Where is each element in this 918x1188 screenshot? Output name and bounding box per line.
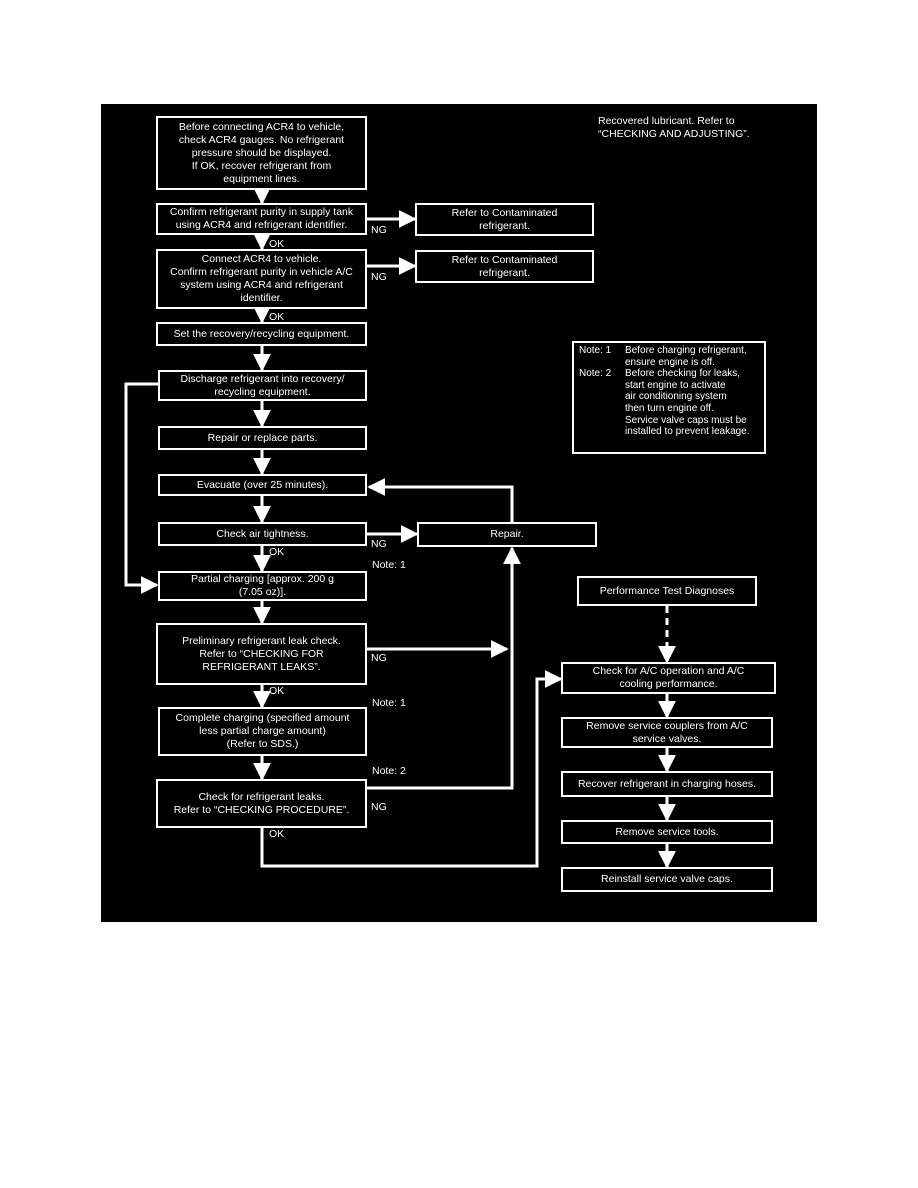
step-before-connecting: Before connecting ACR4 to vehicle, check ACR4 gauges. No refrigerant pressure should be displayed. If OK, recover refrigerant from equipment lines.	[156, 116, 367, 190]
step-discharge: Discharge refrigerant into recovery/ recycling equipment.	[158, 370, 367, 401]
label-ng-1: NG	[371, 224, 387, 236]
label-ng-4: NG	[371, 652, 387, 664]
step-evacuate: Evacuate (over 25 minutes).	[158, 474, 367, 496]
step-complete-charging: Complete charging (specified amount less partial charge amount) (Refer to SDS.)	[158, 707, 367, 756]
label-ng-5: NG	[371, 801, 387, 813]
step-connect-acr4: Connect ACR4 to vehicle. Confirm refrigerant purity in vehicle A/C system using ACR4 and refrigerant identifier.	[156, 249, 367, 309]
label-ok-2: OK	[269, 311, 285, 323]
result-contaminated-1: Refer to Contaminated refrigerant.	[415, 203, 594, 236]
note-1-text: Before charging refrigerant, ensure engine is off.	[625, 345, 747, 368]
step-check-air-tightness: Check air tightness.	[158, 522, 367, 546]
note-2-key: Note: 2	[579, 368, 612, 380]
result-contaminated-2: Refer to Contaminated refrigerant.	[415, 250, 594, 283]
step-ac-operation-check: Check for A/C operation and A/C cooling performance.	[561, 662, 776, 694]
step-repair: Repair.	[417, 522, 597, 547]
arrow-discharge-bypass	[126, 384, 158, 585]
step-performance-test: Performance Test Diagnoses	[577, 576, 757, 606]
label-note-2-check-leaks: Note: 2	[372, 765, 406, 777]
label-ok-3: OK	[269, 546, 285, 558]
step-recover-hoses: Recover refrigerant in charging hoses.	[561, 771, 773, 797]
note-1	[579, 345, 759, 368]
label-ng-3: NG	[371, 538, 387, 550]
step-check-refrigerant-leaks: Check for refrigerant leaks. Refer to “CHECKING PROCEDURE”.	[156, 779, 367, 828]
note-2	[579, 368, 759, 438]
label-ng-2: NG	[371, 271, 387, 283]
step-reinstall-caps: Reinstall service valve caps.	[561, 867, 773, 892]
step-preliminary-leak-check: Preliminary refrigerant leak check. Refer to “CHECKING FOR REFRIGERANT LEAKS”.	[156, 623, 367, 685]
step-remove-couplers: Remove service couplers from A/C service valves.	[561, 717, 773, 748]
arrow-repair-to-evacuate	[369, 487, 512, 524]
label-ok-4: OK	[269, 685, 285, 697]
refrigerant-service-flowchart	[101, 104, 817, 922]
step-partial-charging: Partial charging [approx. 200 g (7.05 oz)].	[158, 571, 367, 601]
step-remove-tools: Remove service tools.	[561, 820, 773, 844]
arrow-check-leaks-ng-to-repair	[367, 548, 512, 788]
step-repair-replace: Repair or replace parts.	[158, 426, 367, 450]
label-note-1-partial: Note: 1	[372, 559, 406, 571]
note-1-key: Note: 1	[579, 345, 612, 356]
recovered-lubricant-note: Recovered lubricant. Refer to “CHECKING AND ADJUSTING”.	[598, 115, 750, 140]
step-confirm-supply-tank: Confirm refrigerant purity in supply tank using ACR4 and refrigerant identifier.	[156, 203, 367, 235]
label-ok-1: OK	[269, 238, 285, 250]
notes-legend	[572, 341, 766, 454]
step-set-equipment: Set the recovery/recycling equipment.	[156, 322, 367, 346]
label-note-1-complete: Note: 1	[372, 697, 406, 709]
note-2-text: Before checking for leaks, start engine to activate air conditioning system then turn engine off. Service valve caps must be installed to prevent leakage.	[625, 368, 750, 438]
label-ok-5: OK	[269, 828, 285, 840]
